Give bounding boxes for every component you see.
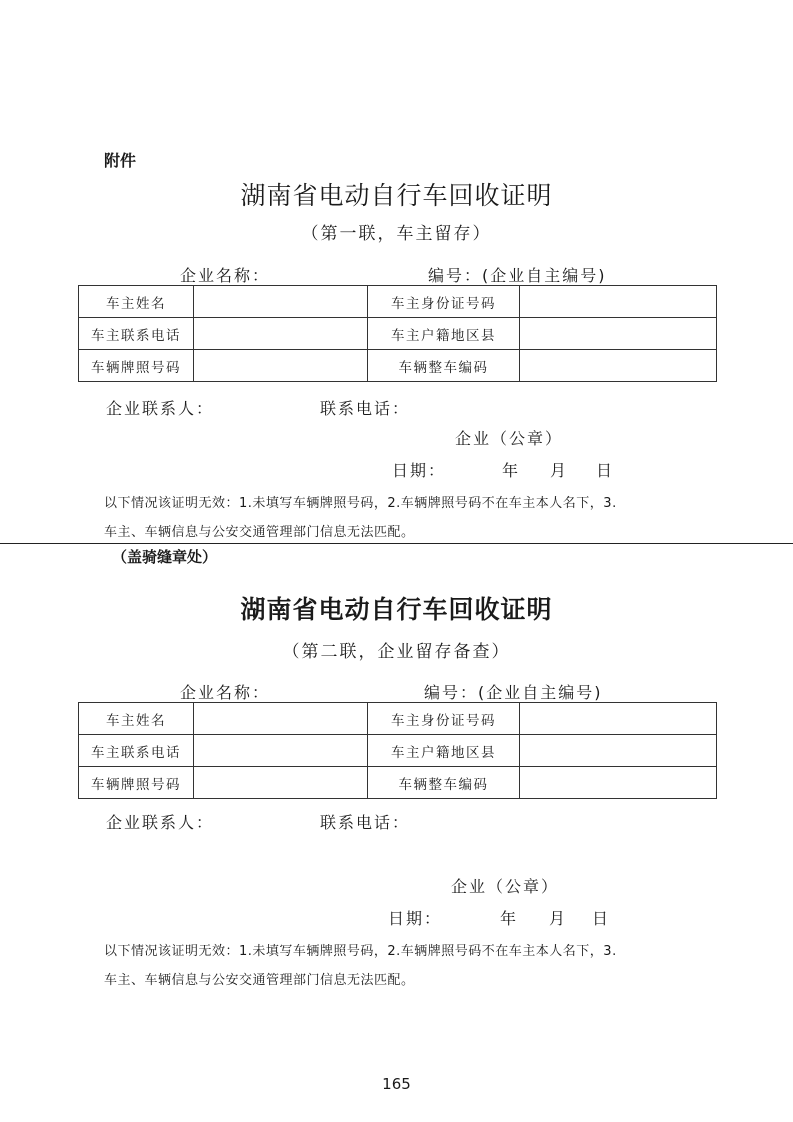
- owner-name-label: 车主姓名: [79, 703, 194, 735]
- plate-number-cell[interactable]: [194, 767, 368, 799]
- owner-name-label: 车主姓名: [79, 286, 194, 318]
- owner-name-cell[interactable]: [194, 703, 368, 735]
- day-label: 日: [592, 909, 611, 928]
- owner-phone-label: 车主联系电话: [79, 735, 194, 767]
- plate-number-label: 车辆牌照号码: [79, 767, 194, 799]
- company-seal-label: 企业（公章）: [451, 877, 560, 896]
- owner-county-cell[interactable]: [520, 735, 717, 767]
- perforation-line: [0, 543, 793, 544]
- owner-id-label: 车主身份证号码: [368, 286, 520, 318]
- contact-phone-label: 联系电话：: [320, 399, 411, 418]
- form-title-copy1: 湖南省电动自行车回收证明: [240, 181, 553, 210]
- day-label: 日: [596, 461, 615, 480]
- contact-person-label: 企业联系人：: [106, 399, 215, 418]
- table-row: [79, 286, 717, 318]
- date-label: 日期：: [392, 461, 447, 480]
- plate-number-label: 车辆牌照号码: [79, 350, 194, 382]
- owner-county-label: 车主户籍地区县: [368, 318, 520, 350]
- owner-id-cell[interactable]: [520, 286, 717, 318]
- table-row: [79, 318, 717, 350]
- owner-id-cell[interactable]: [520, 703, 717, 735]
- plate-number-cell[interactable]: [194, 350, 368, 382]
- form-subtitle-copy2: （第二联，企业留存备查）: [282, 642, 511, 662]
- table-row: [79, 350, 717, 382]
- month-label: 月: [550, 461, 569, 480]
- info-table-copy1: [78, 285, 717, 382]
- owner-phone-cell[interactable]: [194, 318, 368, 350]
- vehicle-code-label: 车辆整车编码: [368, 767, 520, 799]
- owner-phone-cell[interactable]: [194, 735, 368, 767]
- owner-id-label: 车主身份证号码: [368, 703, 520, 735]
- year-label: 年: [502, 461, 521, 480]
- invalid-note-line2: 车主、车辆信息与公安交通管理部门信息无法匹配。: [104, 525, 415, 540]
- invalid-note-line1: 以下情况该证明无效：1.未填写车辆牌照号码，2.车辆牌照号码不在车主本人名下，3.: [104, 496, 617, 511]
- page-number: 165: [382, 1075, 411, 1093]
- info-table-copy2: [78, 702, 717, 799]
- invalid-note-line1: 以下情况该证明无效：1.未填写车辆牌照号码，2.车辆牌照号码不在车主本人名下，3.: [104, 944, 617, 959]
- year-label: 年: [500, 909, 519, 928]
- form-subtitle-copy1: （第一联，车主留存）: [301, 224, 492, 244]
- seam-seal-note: （盖骑缝章处）: [112, 548, 218, 566]
- serial-number-label: 编号：(企业自主编号): [424, 683, 603, 702]
- date-label: 日期：: [388, 909, 443, 928]
- owner-name-cell[interactable]: [194, 286, 368, 318]
- vehicle-code-cell[interactable]: [520, 350, 717, 382]
- company-seal-label: 企业（公章）: [455, 429, 564, 448]
- vehicle-code-cell[interactable]: [520, 767, 717, 799]
- company-name-label: 企业名称：: [180, 683, 271, 702]
- table-row: [79, 767, 717, 799]
- owner-county-cell[interactable]: [520, 318, 717, 350]
- month-label: 月: [549, 909, 568, 928]
- owner-phone-label: 车主联系电话: [79, 318, 194, 350]
- contact-person-label: 企业联系人：: [106, 813, 215, 832]
- table-row: [79, 703, 717, 735]
- vehicle-code-label: 车辆整车编码: [368, 350, 520, 382]
- invalid-note-line2: 车主、车辆信息与公安交通管理部门信息无法匹配。: [104, 973, 415, 988]
- form-title-copy2: 湖南省电动自行车回收证明: [240, 595, 553, 624]
- contact-phone-label: 联系电话：: [320, 813, 411, 832]
- owner-county-label: 车主户籍地区县: [368, 735, 520, 767]
- serial-number-label: 编号：(企业自主编号): [428, 266, 607, 285]
- attachment-label: 附件: [104, 151, 137, 170]
- table-row: [79, 735, 717, 767]
- company-name-label: 企业名称：: [180, 266, 271, 285]
